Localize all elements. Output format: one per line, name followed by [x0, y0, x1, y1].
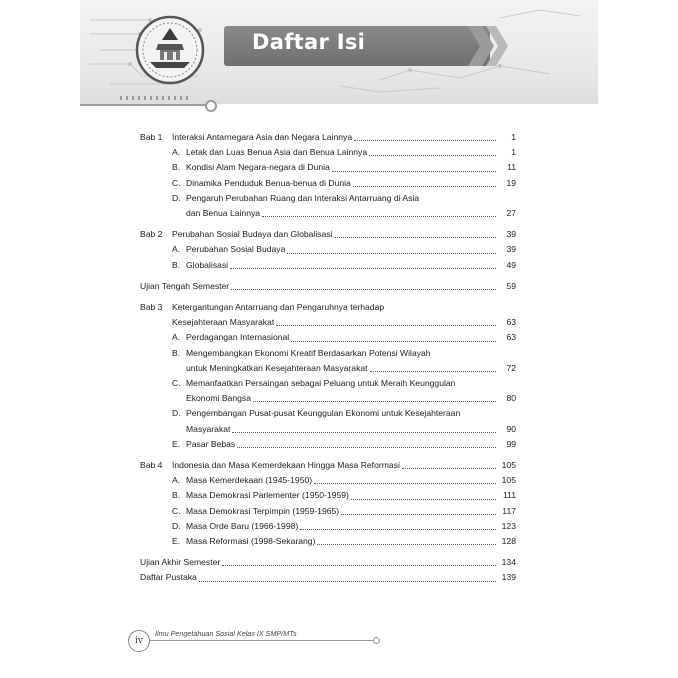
toc-section-row: [140, 534, 516, 549]
footer-divider-knob: [373, 637, 380, 644]
toc-section-title: Pasar Bebas: [186, 438, 236, 449]
toc-section-letter: B.: [172, 259, 181, 270]
toc-page-number: 105: [501, 460, 516, 471]
toc-section-row: [140, 519, 516, 534]
toc-section-title: Kondisi Alam Negara-negara di Dunia: [186, 162, 330, 173]
toc-chapter-title-continued: Kesejahteraan Masyarakat: [172, 317, 275, 328]
toc-leader: [287, 253, 496, 254]
toc-leader: [199, 581, 496, 582]
toc-chapter-number: Bab 2: [140, 229, 163, 240]
toc-section-title: Globalisasi: [186, 259, 229, 270]
toc-leader: [291, 341, 496, 342]
toc-plain-row: [140, 570, 516, 585]
toc-chapter-row: [140, 300, 516, 315]
toc-chapter-title: Ketergantungan Antarruang dan Pengaruhnya terhadap: [172, 302, 385, 313]
toc-section-row-continued: [140, 391, 516, 406]
toc-chapter-row-continued: [140, 315, 516, 330]
footer-divider: [150, 640, 375, 641]
toc-section-title: Masa Demokrasi Terpimpin (1959-1965): [186, 505, 340, 516]
toc-section-letter: D.: [172, 520, 181, 531]
toc-section-title: Perdagangan Internasional: [186, 332, 290, 343]
toc-chapter-number: Bab 3: [140, 302, 163, 313]
toc-leader: [230, 268, 496, 269]
toc-page-number: 59: [506, 280, 516, 291]
toc-section-row-continued: [140, 361, 516, 376]
toc-leader: [341, 514, 496, 515]
toc-section-title: Dinamika Penduduk Benua-benua di Dunia: [186, 177, 351, 188]
toc-page-number: 123: [501, 520, 516, 531]
toc-chapter-number: Bab 1: [140, 132, 163, 142]
toc-section-letter: B.: [172, 490, 181, 501]
toc-section-row: [140, 191, 516, 206]
page-number: iv: [128, 630, 150, 652]
toc-section-title: Masa Orde Baru (1966-1998): [186, 520, 299, 531]
toc-plain-title: Ujian Tengah Semester: [140, 280, 230, 291]
toc-section-title: Perubahan Sosial Budaya: [186, 244, 286, 255]
toc-leader: [332, 171, 496, 172]
toc-section-title-continued: untuk Meningkatkan Kesejahteraan Masyarakat: [186, 362, 368, 373]
toc-page-number: 99: [506, 438, 516, 449]
toc-section-letter: E.: [172, 438, 181, 449]
toc-page-number: 1: [511, 147, 516, 158]
toc-section-row: [140, 488, 516, 503]
toc-page-number: 80: [506, 393, 516, 404]
toc-leader: [232, 432, 496, 433]
toc-leader: [354, 140, 496, 141]
toc-page-number: 72: [506, 362, 516, 373]
toc-section-row: [140, 160, 516, 175]
toc-section-letter: B.: [172, 162, 181, 173]
toc-leader: [351, 499, 496, 500]
toc-leader: [262, 216, 496, 217]
toc-page-number: 27: [506, 208, 516, 219]
toc-page-number: 117: [502, 505, 516, 516]
table-of-contents: [140, 130, 516, 586]
header-divider-knob: [205, 100, 217, 112]
toc-section-title: Memanfaatkan Persaingan sebagai Peluang untuk Meraih Keunggulan: [186, 378, 456, 389]
toc-section-title: Masa Kemerdekaan (1945-1950): [186, 475, 313, 486]
toc-section-letter: E.: [172, 536, 181, 547]
toc-page-number: 11: [507, 162, 516, 173]
toc-section-row-continued: [140, 206, 516, 221]
toc-section-letter: C.: [172, 505, 181, 516]
toc-section-row: [140, 406, 516, 421]
toc-section-letter: C.: [172, 177, 181, 188]
toc-chapter-title: Indonesia dan Masa Kemerdekaan Hingga Masa Reformasi: [172, 460, 400, 471]
toc-page-number: 105: [501, 475, 516, 486]
toc-leader: [317, 544, 496, 545]
toc-section-row: [140, 242, 516, 257]
page-title: Daftar Isi: [252, 30, 366, 54]
toc-section-row: [140, 176, 516, 191]
toc-leader: [237, 447, 496, 448]
toc-chapter-row: [140, 130, 516, 145]
toc-leader: [370, 371, 496, 372]
toc-plain-title: Ujian Akhir Semester: [140, 557, 221, 568]
toc-section-title: Pengembangan Pusat-pusat Keunggulan Ekonomi untuk Kesejahteraan: [186, 408, 461, 419]
toc-plain-row: [140, 555, 516, 570]
toc-section-title-continued: dan Benua Lainnya: [186, 208, 261, 219]
toc-leader: [353, 186, 496, 187]
toc-chapter-number: Bab 4: [140, 460, 163, 471]
toc-section-letter: A.: [172, 147, 181, 158]
toc-page-number: 19: [506, 177, 516, 188]
toc-page-number: 139: [501, 572, 516, 583]
toc-section-title: Masa Reformasi (1998-Sekarang): [186, 536, 316, 547]
toc-section-letter: A.: [172, 332, 181, 343]
toc-leader: [314, 483, 496, 484]
toc-section-title: Mengembangkan Ekonomi Kreatif Berdasarkan Potensi Wilayah: [186, 347, 431, 358]
toc-leader: [300, 529, 496, 530]
toc-section-row: [140, 258, 516, 273]
toc-leader: [276, 325, 496, 326]
toc-page-number: 134: [501, 557, 516, 568]
toc-section-letter: D.: [172, 408, 181, 419]
toc-chapter-row: [140, 227, 516, 242]
toc-page-number: 63: [506, 317, 516, 328]
header-divider: [80, 104, 210, 106]
toc-section-row: [140, 504, 516, 519]
footer-book-title: Ilmu Pengetahuan Sosial Kelas IX SMP/MTs: [155, 629, 297, 638]
toc-page-number: 128: [501, 536, 516, 547]
emblem-icon: [134, 14, 206, 86]
toc-section-letter: A.: [172, 475, 181, 486]
toc-section-row: [140, 145, 516, 160]
toc-leader: [402, 468, 496, 469]
toc-page-number: 49: [506, 259, 516, 270]
toc-section-title-continued: Masyarakat: [186, 423, 231, 434]
toc-chapter-row: [140, 458, 516, 473]
toc-section-row: [140, 437, 516, 452]
toc-page-number: 63: [506, 332, 516, 343]
toc-plain-title: Daftar Pustaka: [140, 572, 197, 583]
toc-section-letter: C.: [172, 378, 181, 389]
toc-leader: [369, 155, 496, 156]
toc-section-letter: B.: [172, 347, 181, 358]
toc-section-row: [140, 376, 516, 391]
toc-page-number: 90: [506, 423, 516, 434]
toc-page-number: 39: [506, 244, 516, 255]
toc-page-number: 111: [502, 490, 516, 501]
toc-section-row-continued: [140, 422, 516, 437]
toc-section-title: Letak dan Luas Benua Asia dan Benua Lainnya: [186, 147, 368, 158]
toc-page-number: 1: [511, 132, 516, 142]
toc-leader: [335, 237, 496, 238]
toc-section-letter: A.: [172, 244, 181, 255]
toc-leader: [231, 289, 496, 290]
toc-chapter-title: Interaksi Antarnegara Asia dan Negara Lainnya: [172, 132, 353, 142]
toc-section-row: [140, 346, 516, 361]
toc-chapter-title: Perubahan Sosial Budaya dan Globalisasi: [172, 229, 333, 240]
toc-leader: [222, 565, 496, 566]
toc-page-number: 39: [506, 229, 516, 240]
toc-plain-row: [140, 279, 516, 294]
toc-section-title: Pengaruh Perubahan Ruang dan Interaksi Antarruang di Asia: [186, 192, 420, 203]
toc-section-title: Masa Demokrasi Parlementer (1950-1959): [186, 490, 349, 501]
toc-leader: [253, 401, 496, 402]
toc-section-letter: D.: [172, 192, 181, 203]
toc-section-row: [140, 473, 516, 488]
toc-section-title-continued: Ekonomi Bangsa: [186, 393, 251, 404]
chevron-right-icon: [468, 26, 514, 66]
toc-section-row: [140, 330, 516, 345]
